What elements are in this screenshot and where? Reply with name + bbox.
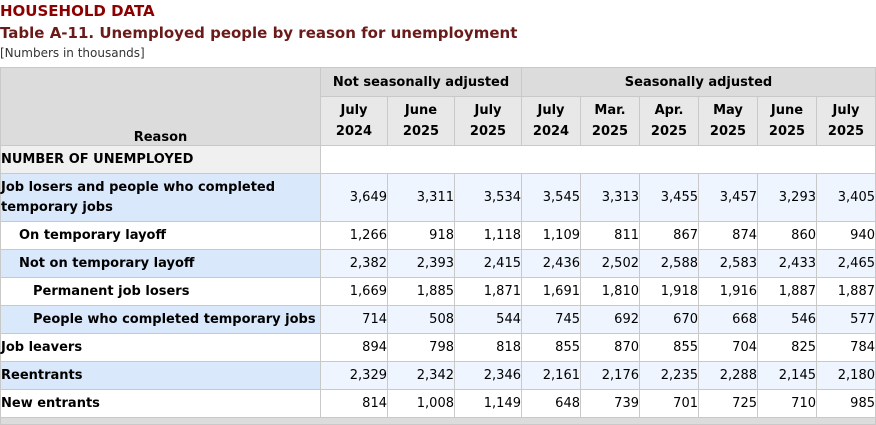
data-cell: 1,887: [758, 278, 817, 306]
data-cell: 3,457: [699, 174, 758, 222]
data-cell: 2,583: [699, 250, 758, 278]
column-header: [455, 97, 522, 146]
table-footer-edge: [1, 418, 876, 425]
data-cell: 2,161: [522, 362, 581, 390]
data-cell: 2,342: [388, 362, 455, 390]
data-cell: 725: [699, 390, 758, 418]
column-header: [699, 97, 758, 146]
column-month: Mar.: [594, 103, 626, 118]
table-row: [1, 250, 876, 278]
table-row: [1, 174, 876, 222]
data-cell: 3,649: [321, 174, 388, 222]
section-row: [1, 146, 876, 174]
data-cell: 704: [699, 334, 758, 362]
data-cell: 1,149: [455, 390, 522, 418]
data-cell: 2,145: [758, 362, 817, 390]
data-cell: 825: [758, 334, 817, 362]
data-cell: 985: [817, 390, 876, 418]
column-year: 2025: [768, 124, 806, 139]
column-month: June: [404, 103, 438, 118]
row-label: Permanent job losers: [1, 278, 321, 306]
column-year: 2025: [827, 124, 865, 139]
column-month: Apr.: [654, 103, 684, 118]
data-cell: 2,329: [321, 362, 388, 390]
row-label: People who completed temporary jobs: [1, 306, 321, 334]
data-cell: 544: [455, 306, 522, 334]
data-cell: 3,405: [817, 174, 876, 222]
column-month: July: [474, 103, 502, 118]
column-header: [581, 97, 640, 146]
column-month: July: [537, 103, 565, 118]
data-cell: 1,885: [388, 278, 455, 306]
data-cell: 1,669: [321, 278, 388, 306]
data-cell: 3,313: [581, 174, 640, 222]
data-cell: 2,235: [640, 362, 699, 390]
column-year: 2025: [650, 124, 688, 139]
data-cell: 701: [640, 390, 699, 418]
table-row: [1, 222, 876, 250]
table-title: Table A-11. Unemployed people by reason for unemployment: [0, 24, 518, 42]
data-cell: 668: [699, 306, 758, 334]
data-cell: 1,109: [522, 222, 581, 250]
data-cell: 2,436: [522, 250, 581, 278]
data-cell: 1,810: [581, 278, 640, 306]
data-cell: 855: [640, 334, 699, 362]
table-row: [1, 390, 876, 418]
data-cell: 714: [321, 306, 388, 334]
data-cell: 2,382: [321, 250, 388, 278]
data-cell: 870: [581, 334, 640, 362]
table-row: [1, 278, 876, 306]
page-header: [0, 0, 876, 61]
data-cell: 918: [388, 222, 455, 250]
data-cell: 1,008: [388, 390, 455, 418]
data-cell: 1,691: [522, 278, 581, 306]
column-month: July: [832, 103, 860, 118]
table-row: [1, 306, 876, 334]
data-cell: 1,918: [640, 278, 699, 306]
unemployment-table: [0, 67, 876, 425]
data-cell: 745: [522, 306, 581, 334]
data-cell: 3,534: [455, 174, 522, 222]
data-cell: 2,502: [581, 250, 640, 278]
data-cell: 3,293: [758, 174, 817, 222]
units-note: [Numbers in thousands]: [0, 46, 145, 60]
data-cell: 546: [758, 306, 817, 334]
row-label: Reentrants: [1, 362, 321, 390]
row-label: On temporary layoff: [1, 222, 321, 250]
data-cell: 818: [455, 334, 522, 362]
column-header: [758, 97, 817, 146]
data-cell: 1,887: [817, 278, 876, 306]
row-label: Job leavers: [1, 334, 321, 362]
section-blank: [321, 146, 876, 174]
data-cell: 739: [581, 390, 640, 418]
data-cell: 2,433: [758, 250, 817, 278]
column-year: 2025: [591, 124, 629, 139]
column-year: 2025: [402, 124, 440, 139]
data-cell: 784: [817, 334, 876, 362]
column-month: May: [713, 103, 743, 118]
column-year: 2025: [469, 124, 507, 139]
data-cell: 2,393: [388, 250, 455, 278]
data-cell: 798: [388, 334, 455, 362]
column-year: 2024: [532, 124, 570, 139]
data-cell: 874: [699, 222, 758, 250]
data-cell: 2,415: [455, 250, 522, 278]
section-label: NUMBER OF UNEMPLOYED: [1, 146, 321, 174]
row-label: New entrants: [1, 390, 321, 418]
data-cell: 670: [640, 306, 699, 334]
data-cell: 894: [321, 334, 388, 362]
data-cell: 860: [758, 222, 817, 250]
data-cell: 2,288: [699, 362, 758, 390]
row-label: Job losers and people who completed temporary jobs: [1, 174, 321, 222]
column-year: 2025: [709, 124, 747, 139]
data-cell: 710: [758, 390, 817, 418]
data-cell: 3,455: [640, 174, 699, 222]
data-cell: 940: [817, 222, 876, 250]
table-row: [1, 362, 876, 390]
data-cell: 3,311: [388, 174, 455, 222]
column-year: 2024: [335, 124, 373, 139]
data-cell: 855: [522, 334, 581, 362]
column-month: June: [770, 103, 804, 118]
data-cell: 2,180: [817, 362, 876, 390]
data-cell: 3,545: [522, 174, 581, 222]
footer-edge-cell: [1, 418, 876, 425]
row-label: Not on temporary layoff: [1, 250, 321, 278]
data-cell: 2,176: [581, 362, 640, 390]
data-cell: 1,916: [699, 278, 758, 306]
column-header: [388, 97, 455, 146]
group-header-sa: Seasonally adjusted: [522, 68, 876, 97]
data-cell: 1,118: [455, 222, 522, 250]
reason-header: Reason: [1, 68, 321, 146]
group-header-nsa: Not seasonally adjusted: [321, 68, 522, 97]
column-month: July: [340, 103, 368, 118]
column-header: [321, 97, 388, 146]
data-cell: 648: [522, 390, 581, 418]
data-cell: 811: [581, 222, 640, 250]
data-cell: 814: [321, 390, 388, 418]
super-title: HOUSEHOLD DATA: [0, 2, 155, 20]
column-header: [522, 97, 581, 146]
column-header: [640, 97, 699, 146]
data-cell: 2,588: [640, 250, 699, 278]
data-cell: 692: [581, 306, 640, 334]
data-cell: 2,346: [455, 362, 522, 390]
table-row: [1, 334, 876, 362]
data-cell: 508: [388, 306, 455, 334]
data-cell: 1,266: [321, 222, 388, 250]
column-header: [817, 97, 876, 146]
data-cell: 577: [817, 306, 876, 334]
data-cell: 867: [640, 222, 699, 250]
data-cell: 1,871: [455, 278, 522, 306]
data-cell: 2,465: [817, 250, 876, 278]
